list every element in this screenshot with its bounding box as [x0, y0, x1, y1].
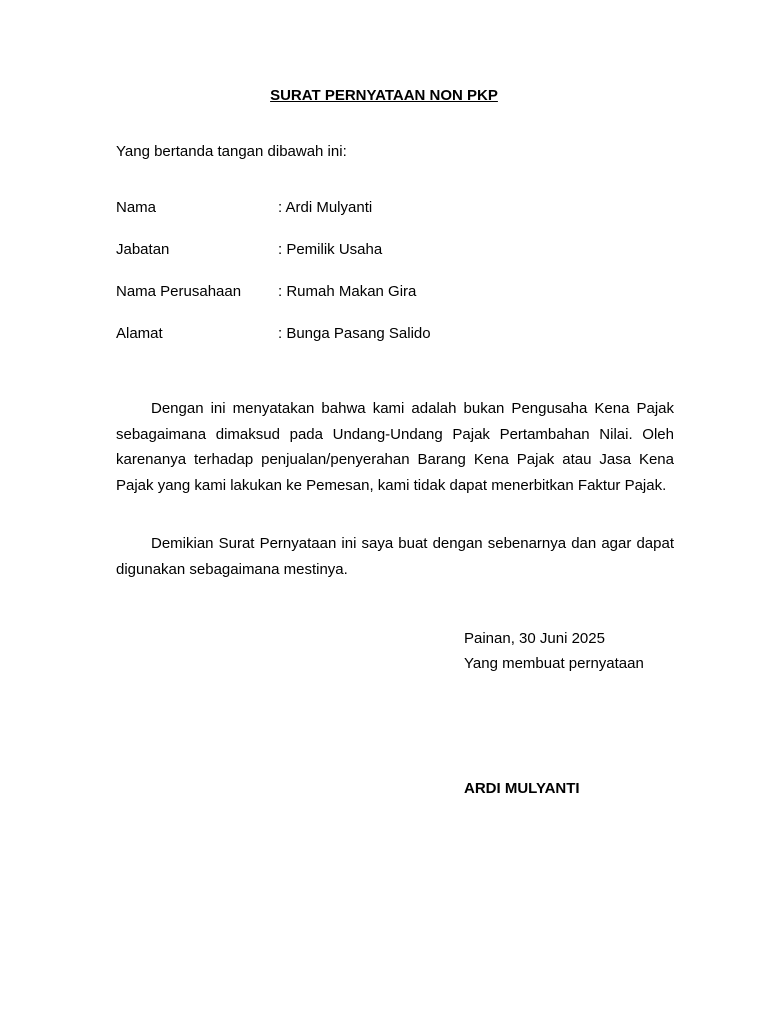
field-value: : Ardi Mulyanti	[278, 199, 373, 216]
field-label: Nama Perusahaan	[116, 283, 242, 300]
field-label: Jabatan	[116, 241, 170, 258]
field-value: : Rumah Makan Gira	[278, 283, 417, 300]
closing-paragraph: Demikian Surat Pernyataan ini saya buat dengan sebenarnya dan agar dapat digunakan sebagaimana mestinya.	[116, 535, 674, 578]
intro-text: Yang bertanda tangan dibawah ini:	[116, 143, 347, 160]
field-row-alamat	[116, 325, 676, 343]
field-label: Nama	[116, 199, 157, 216]
field-value: : Bunga Pasang Salido	[278, 325, 431, 342]
field-row-nama-perusahaan	[116, 283, 676, 301]
document-title: SURAT PERNYATAAN NON PKP	[270, 87, 498, 104]
field-row-nama	[116, 199, 676, 217]
statement-paragraph: Dengan ini menyatakan bahwa kami adalah bukan Pengusaha Kena Pajak sebagaimana dimaksud pada Undang-Undang Pajak Pertambahan Nilai. Oleh karenanya terhadap penjualan/penyerahan Barang Kena Pajak atau Jasa Kena Pajak yang kami lakukan ke Pemesan, kami tidak dapat menerbitkan Faktur Pajak.	[116, 400, 674, 494]
signatory-name: ARDI MULYANTI	[464, 780, 580, 797]
field-label: Alamat	[116, 325, 163, 342]
field-row-jabatan	[116, 241, 676, 259]
field-value: : Pemilik Usaha	[278, 241, 383, 258]
signature-place-date: Painan, 30 Juni 2025	[464, 630, 605, 647]
signature-role: Yang membuat pernyataan	[464, 655, 644, 672]
